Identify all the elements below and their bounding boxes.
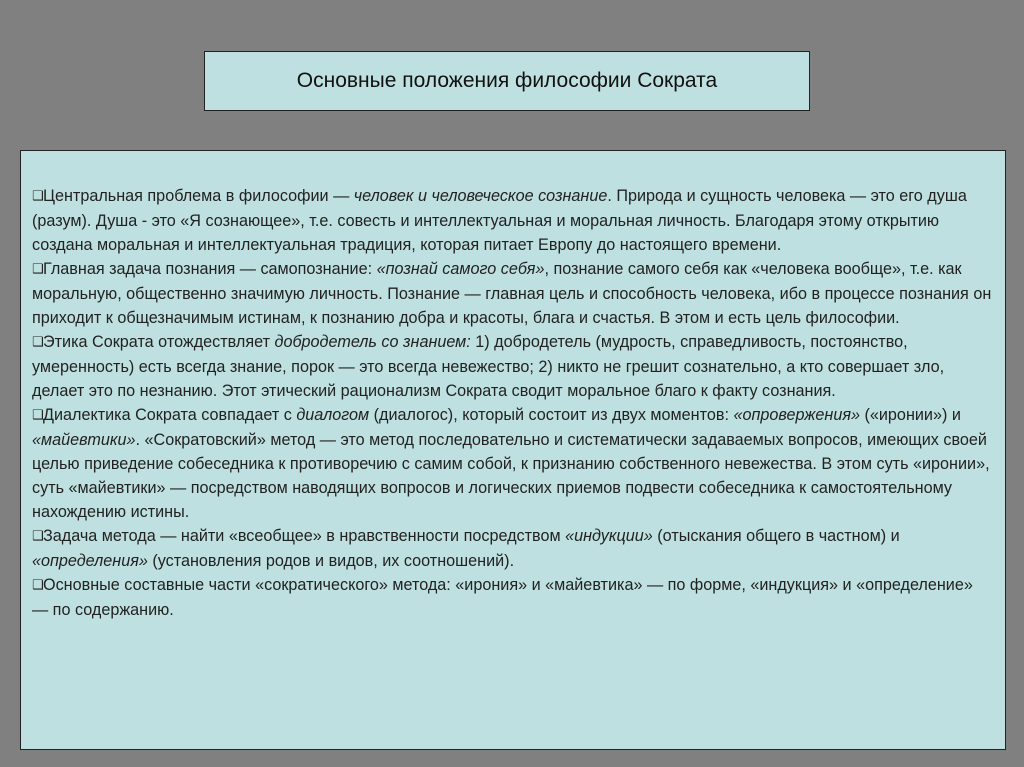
- paragraph-text: Главная задача познания — самопознание:: [43, 260, 377, 278]
- paragraph-dialectics: [32, 403, 993, 524]
- paragraph-text: , познание самого себя как «человека вообще», т.е. как моральную, общественно значимую личность. Познание — главная цель и способность человека, ибо в процессе познания он приходит к общезначимым истинам, к познанию добра и красоты, блага и счастья. В этом и есть цель философии.: [32, 260, 992, 327]
- emphasis-text: «опровержения»: [733, 406, 860, 424]
- paragraph-text: («иронии») и: [860, 406, 961, 424]
- slide-content-box: [20, 150, 1006, 750]
- paragraph-method-task: [32, 524, 993, 573]
- slide-title: Основные положения философии Сократа: [296, 69, 718, 92]
- paragraph-method-parts: [32, 573, 993, 622]
- paragraph-main-task: [32, 257, 993, 330]
- paragraph-text: 1) добродетель (мудрость, справедливость, постоянство, умеренность) есть всегда знание, порок — это всегда невежество; 2) никто не грешит сознательно, а кто совершает зло, делает это по незнанию. Этот этический рационализм Сократа сводит моральное благо к факту сознания.: [32, 333, 945, 400]
- emphasis-text: «индукции»: [565, 527, 653, 545]
- square-bullet-icon: ❑: [32, 529, 44, 544]
- square-bullet-icon: ❑: [32, 578, 44, 593]
- square-bullet-icon: ❑: [32, 189, 44, 204]
- paragraph-text: Диалектика Сократа совпадает с: [43, 406, 297, 424]
- paragraph-ethics: [32, 330, 993, 403]
- square-bullet-icon: ❑: [32, 262, 44, 277]
- paragraph-text: Центральная проблема в философии —: [43, 187, 354, 205]
- emphasis-text: «майевтики»: [32, 431, 136, 449]
- paragraph-text: (установления родов и видов, их соотношений).: [147, 552, 515, 570]
- emphasis-text: человек и человеческое сознание: [353, 187, 608, 205]
- square-bullet-icon: ❑: [32, 408, 44, 423]
- paragraph-central-problem: [32, 184, 993, 257]
- paragraph-text: Основные составные части «сократического» метода: «ирония» и «майевтика» — по форме, «индукция» и «определение» — по содержанию.: [32, 576, 973, 619]
- slide-title-box: [204, 51, 810, 111]
- emphasis-text: «познай самого себя»: [376, 260, 545, 278]
- paragraph-text: Задача метода — найти «всеобщее» в нравственности посредством: [43, 527, 566, 545]
- paragraph-text: (диалогос), который состоит из двух моментов:: [369, 406, 734, 424]
- paragraph-text: (отыскания общего в частном) и: [652, 527, 900, 545]
- paragraph-text: . Природа и сущность человека — это его душа (разум). Душа - это «Я сознающее», т.е. совесть и интеллектуальная и моральная личность. Благодаря этому открытию создана моральная и интеллектуальная традиция, которая питает Европу до настоящего времени.: [32, 187, 967, 254]
- square-bullet-icon: ❑: [32, 335, 44, 350]
- emphasis-text: диалогом: [296, 406, 370, 424]
- paragraph-text: Этика Сократа отождествляет: [43, 333, 275, 351]
- emphasis-text: добродетель со знанием:: [274, 333, 471, 351]
- paragraph-text: . «Сократовский» метод — это метод последовательно и систематически задаваемых вопросов, имеющих своей целью приведение собеседника к противоречию с самим собой, к признанию собственного невежества. В этом суть «иронии», суть «майевтики» — посредством наводящих вопросов и логических приемов подвести собеседника к самостоятельному нахождению истины.: [32, 431, 990, 521]
- emphasis-text: «определения»: [32, 552, 148, 570]
